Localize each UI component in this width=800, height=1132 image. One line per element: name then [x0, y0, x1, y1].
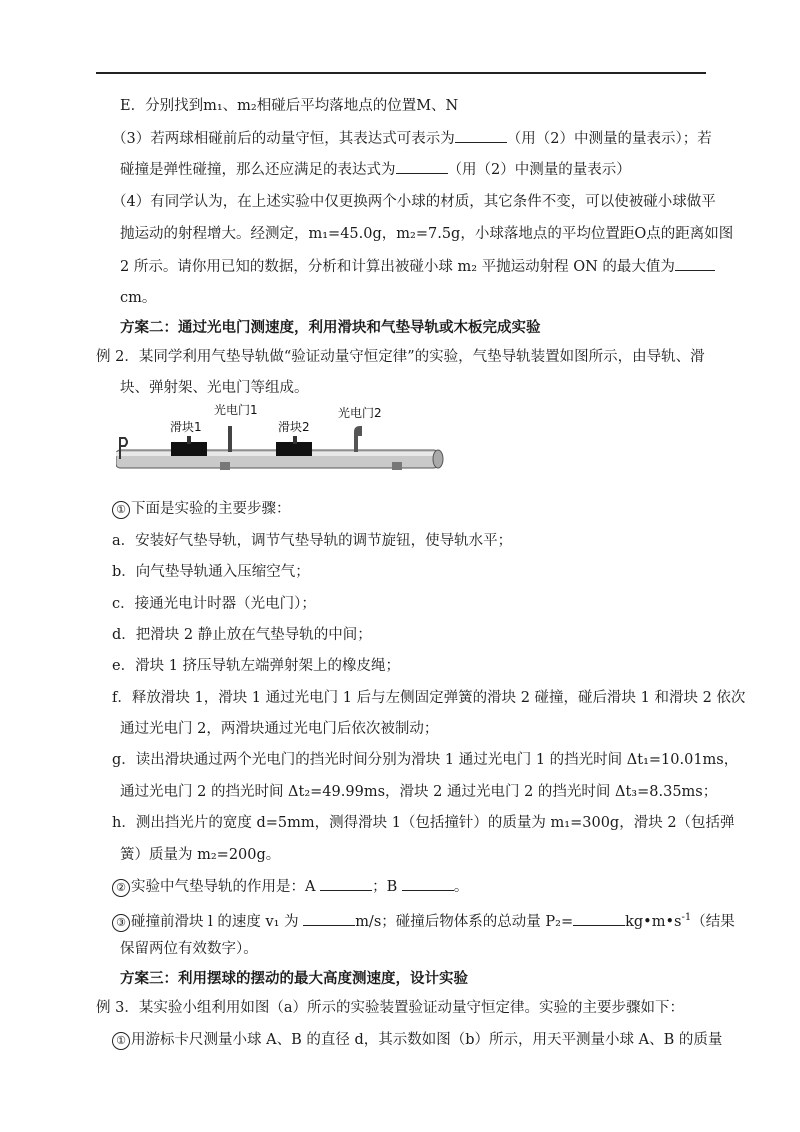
q3b-text-a: 碰撞前滑块 l 的速度 v₁ 为	[131, 913, 299, 930]
q3-text-a: （3）若两球相碰前后的动量守恒，其表达式可表示为	[112, 131, 455, 147]
slider-2-block	[276, 442, 312, 456]
q3-text-c: 碰撞是弹性碰撞，那么还应满足的表达式为	[120, 162, 396, 178]
circled-number-3: ③	[112, 914, 130, 932]
q2-blank-b[interactable]	[402, 876, 454, 891]
example-3-line1: 例 3．某实验小组利用如图（a）所示的实验装置验证动量守恒定律。实验的主要步骤如下：	[96, 1000, 684, 1016]
question-3-line2	[120, 159, 631, 180]
step-b: b．向气垫导轨通入压缩空气；	[112, 564, 310, 580]
step-a: a．安装好气垫导轨，调节气垫导轨的调节旋钮，使导轨水平；	[112, 533, 513, 549]
step-f-line1: f．释放滑块 1，滑块 1 通过光电门 1 后与左侧固定弹簧的滑块 2 碰撞，碰后滑块 1 和滑块 2 依次	[112, 690, 746, 706]
header-rule	[96, 72, 706, 74]
example-2-line2: 块、弹射架、光电门等组成。	[120, 380, 309, 396]
step-h-line2: 簧）质量为 m₂=200g。	[120, 847, 281, 863]
step-e-text: E．分别找到m₁、m₂相碰后平均落地点的位置M、N	[120, 98, 459, 114]
q3b-superscript: -1	[681, 912, 692, 923]
photogate-2-label: 光电门2	[338, 406, 382, 420]
q3-text-d: （用（2）中测量的量表示）	[447, 162, 631, 178]
q3b-blank-2[interactable]	[573, 911, 625, 926]
rail-support-left	[220, 462, 230, 470]
question-4-line4: cm。	[120, 290, 157, 306]
air-track-figure	[116, 402, 452, 482]
photogate-1-post	[228, 426, 232, 452]
photogate-2-post	[354, 426, 362, 452]
step-c: c．接通光电计时器（光电门）；	[112, 596, 316, 612]
circled-number-1b: ①	[112, 1032, 130, 1050]
q4-text-3: 2 所示。请你用已知的数据，分析和计算出被碰小球 m₂ 平抛运动射程 ON 的最大值为	[120, 259, 675, 275]
question-4-line1: （4）有同学认为，在上述实验中仅更换两个小球的材质，其它条件不变，可以使被碰小球做平	[112, 194, 716, 210]
step-d: d．把滑块 2 静止放在气垫导轨的中间；	[112, 627, 372, 643]
q2-text-c: 。	[453, 879, 469, 895]
example-2-line1: 例 2．某同学利用气垫导轨做“验证动量守恒定律”的实验，气垫导轨装置如图所示，由导轨、滑	[96, 349, 705, 365]
q3-text-b: （用（2）中测量的量表示）；若	[506, 131, 712, 147]
question-4-line2: 抛运动的射程增大。经测定，m₁=45.0g，m₂=7.5g，小球落地点的平均位置距O点的距离如图	[120, 226, 734, 242]
q2-text-a: 实验中气垫导轨的作用是：A	[131, 879, 316, 895]
rail-support-right	[392, 462, 402, 470]
step-e: e．滑块 1 挤压导轨左端弹射架上的橡皮绳；	[112, 658, 401, 674]
q2-blank-a[interactable]	[320, 876, 372, 891]
question-3b-line1	[112, 908, 735, 932]
rail-end-cap	[433, 450, 443, 468]
q3b-text-b: m/s；碰撞后物体系的总动量 P₂=	[355, 913, 574, 930]
slider-1-block	[171, 442, 207, 456]
slider-1-flag	[187, 436, 191, 444]
plan-2-heading: 方案二：通过光电门测速度，利用滑块和气垫导轨或木板完成实验	[120, 320, 541, 336]
question-3b-line2: 保留两位有效数字）。	[120, 941, 258, 957]
q3b-blank-1[interactable]	[303, 911, 355, 926]
steps-title	[112, 499, 291, 519]
photogate-1-label: 光电门1	[214, 403, 258, 417]
q3b-text-c: kg•m•s	[625, 913, 682, 930]
plan-3-heading: 方案三：利用摆球的摆动的最大高度测速度，设计实验	[120, 971, 468, 987]
slider-2-label: 滑块2	[278, 420, 310, 434]
circled-number-2: ②	[112, 879, 130, 897]
step-g-line1: g．读出滑块通过两个光电门的挡光时间分别为滑块 1 通过光电门 1 的挡光时间 Δt₁=10.01ms，	[112, 752, 739, 768]
circled-number-1: ①	[112, 501, 130, 519]
slider-2-flag	[293, 436, 297, 444]
question-4-line3	[120, 256, 715, 277]
q3-blank-2[interactable]	[396, 159, 448, 174]
step-g-line2: 通过光电门 2 的挡光时间 Δt₂=49.99ms，滑块 2 通过光电门 2 的挡光时间 Δt₃=8.35ms；	[120, 784, 718, 800]
question-2-line	[112, 876, 468, 897]
step-h-line1: h．测出挡光片的宽度 d=5mm，测得滑块 1（包括撞针）的质量为 m₁=300g，滑块 2（包括弹	[112, 815, 735, 831]
step-f-line2: 通过光电门 2，两滑块通过光电门后依次被制动；	[120, 721, 439, 737]
q3b-text-d: （结果	[691, 913, 735, 930]
ex3-text-2: 用游标卡尺测量小球 A、B 的直径 d，其示数如图（b）所示，用天平测量小球 A、B 的质量	[131, 1032, 723, 1048]
q4-blank[interactable]	[675, 256, 715, 271]
question-3-line1	[112, 128, 712, 149]
q2-text-b: ；B	[372, 879, 398, 895]
q3-blank-1[interactable]	[455, 128, 507, 143]
example-3-line2	[112, 1030, 722, 1050]
slider-1-label: 滑块1	[170, 420, 202, 434]
steps-title-text: 下面是实验的主要步骤：	[131, 501, 291, 517]
